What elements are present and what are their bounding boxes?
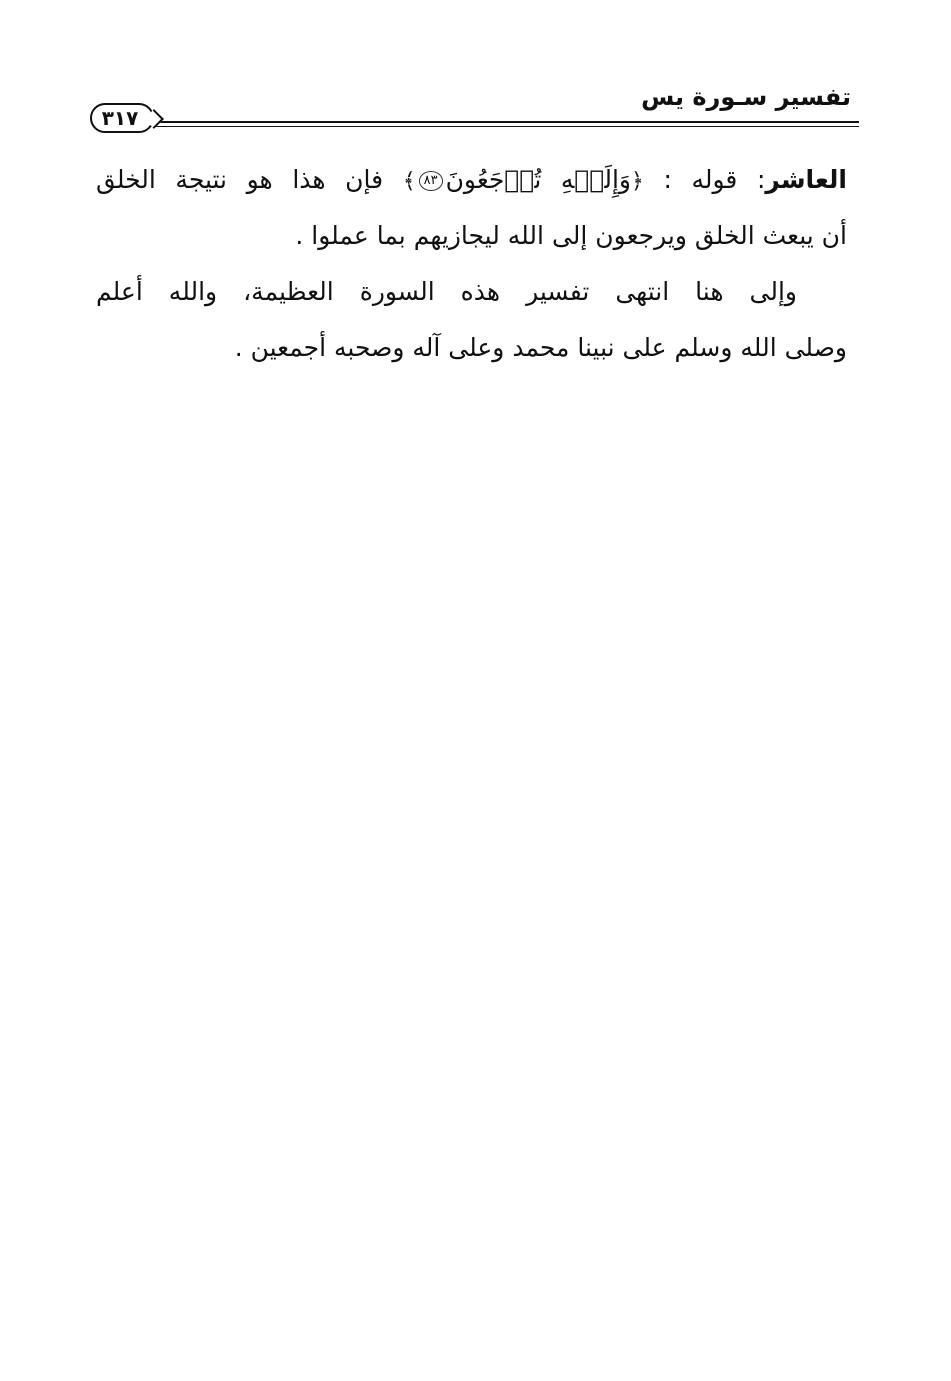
lead-word: العاشر [765,165,847,194]
paragraph-2-line-1: وإلى هنا انتهى تفسير هذه السورة العظيمة، والله أعلم [96,277,797,306]
ornate-bracket-close: ﴾ [402,169,416,194]
running-title: تفسير سـورة يس [641,83,851,111]
header-rule-thin-line [146,126,859,127]
ayah-number-marker: ٨٣ [419,171,443,191]
intro-text: : قوله : [643,165,766,194]
paragraph-1-line-1-tail: فإن هذا هو نتيجة الخلق [96,165,403,194]
header-rule [146,121,859,127]
page-number: ٣١٧ [101,106,139,130]
header-rule-thick-line [146,121,859,123]
paragraph-2-line-2: وصلى الله وسلم على نبينا محمد وعلى آله وصحبه أجمعين . [234,333,847,362]
paragraph-1-line-1 [96,152,847,208]
paragraph-1-line-2: أن يبعث الخلق ويرجعون إلى الله ليجازيهم بما عملوا . [295,221,847,250]
page-number-badge [90,103,154,133]
quran-verse: وَإِلَيۡهِ تُرۡجَعُونَ [445,165,631,194]
body-text [96,152,847,376]
ornate-bracket-open: ﴿ [630,169,644,194]
